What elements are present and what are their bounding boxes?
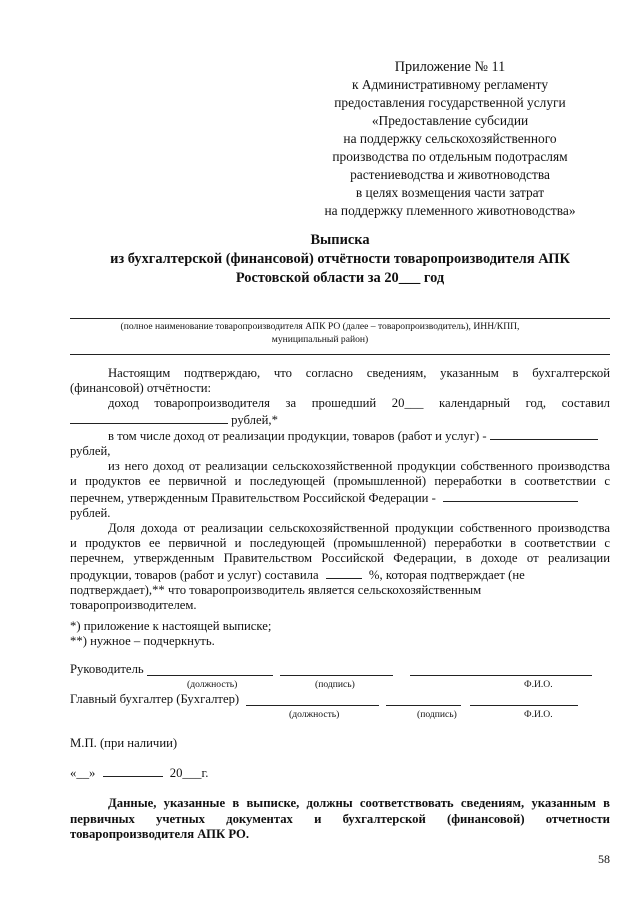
annex-line: производства по отдельным подотраслям — [332, 149, 568, 164]
annex-line: предоставления государственной услуги — [334, 95, 566, 110]
accountant-label: Главный бухгалтер (Бухгалтер) — [70, 692, 240, 706]
paragraph-line: подтверждает),** что товаропроизводитель является сельскохозяйственным — [70, 582, 482, 597]
body-text — [70, 366, 610, 613]
caption-line: муниципальный район) — [271, 334, 369, 345]
company-field-line[interactable] — [70, 354, 610, 355]
sales-income-field[interactable] — [490, 428, 598, 440]
footnote-attachment: *) приложение к настоящей выписке; — [70, 619, 272, 633]
paragraph-line: доход товаропроизводителя за прошедший 20___ календарный год, составил — [108, 396, 610, 411]
date-month-field[interactable] — [103, 765, 163, 777]
paragraph-line: из него доход от реализации сельскохозяйственной продукции собственного производства — [108, 459, 610, 474]
paragraph-line: рублей. — [70, 505, 111, 520]
paragraph-line: Доля дохода от реализации сельскохозяйственной продукции собственного производства — [108, 521, 610, 536]
accountant-fio-field[interactable] — [470, 705, 578, 706]
annex-line: к Административному регламенту — [351, 77, 549, 92]
accountant-position-caption: (должность) — [289, 709, 340, 720]
closing-note-line: товаропроизводителя АПК РО. — [70, 827, 250, 841]
page-number: 58 — [598, 852, 610, 866]
head-signature-field[interactable] — [280, 675, 393, 676]
head-signature-caption: (подпись) — [315, 679, 355, 690]
paragraph-line: рублей, — [70, 444, 111, 459]
annex-line: Приложение № 11 — [394, 59, 506, 75]
accountant-fio-caption: Ф.И.О. — [524, 709, 553, 720]
document-subtitle-region: Ростовской области за 20___ год — [235, 270, 445, 286]
paragraph-line: (финансовой) отчётности: — [70, 381, 212, 396]
company-name-field[interactable] — [70, 318, 610, 319]
share-percent-field[interactable] — [326, 567, 362, 579]
stamp-label: М.П. (при наличии) — [70, 736, 178, 750]
head-position-field[interactable] — [147, 675, 273, 676]
paragraph-line: %, которая подтверждает (не — [368, 567, 525, 582]
document-subtitle: из бухгалтерской (финансовой) отчётности товаропроизводителя АПК — [110, 251, 570, 267]
annex-line: растениеводства и животноводства — [350, 167, 550, 182]
paragraph-line: товаропроизводителем. — [70, 598, 197, 613]
paragraph-line: и продуктов ее первичной и последующей (промышленной) переработки в соответствии с — [70, 474, 610, 489]
head-label: Руководитель — [70, 662, 144, 676]
closing-note-line: первичных учетных документах и бухгалтерской (финансовой) отчетности — [70, 811, 610, 826]
annex-header — [290, 58, 610, 220]
total-income-field[interactable] — [70, 412, 228, 424]
date-day[interactable]: «__» — [70, 766, 96, 780]
accountant-signature-field[interactable] — [386, 705, 461, 706]
paragraph-line: Настоящим подтверждаю, что согласно сведениям, указанным в бухгалтерской — [108, 366, 610, 380]
head-fio-caption: Ф.И.О. — [524, 679, 553, 690]
closing-note — [70, 796, 610, 843]
document-title: Выписка — [310, 232, 370, 248]
annex-line: на поддержку племенного животноводства» — [324, 203, 576, 218]
agri-income-field[interactable] — [443, 490, 578, 502]
annex-line: «Предоставление субсидии — [371, 113, 529, 128]
footnote-underline: **) нужное – подчеркнуть. — [70, 634, 215, 648]
closing-note-line: Данные, указанные в выписке, должны соответствовать сведениям, указанным в — [108, 796, 610, 810]
accountant-position-field[interactable] — [246, 705, 379, 706]
annex-line: на поддержку сельскохозяйственного — [343, 131, 557, 146]
annex-line: в целях возмещения части затрат — [355, 185, 545, 200]
head-position-caption: (должность) — [187, 679, 238, 690]
paragraph-line: перечнем, утвержденным Правительством Российской Федерации, в доходе от реализации — [70, 551, 610, 566]
accountant-signature-caption: (подпись) — [417, 709, 457, 720]
date-year[interactable]: 20___г. — [169, 766, 209, 780]
paragraph-line: продукции, товаров (работ и услуг) составила — [70, 567, 319, 582]
paragraph-line: и продуктов ее первичной и последующей (промышленной) переработки в соответствии с — [70, 536, 610, 551]
caption-line: (полное наименование товаропроизводителя АПК РО (далее – товаропроизводитель), ИНН/КПП, — [120, 321, 520, 332]
paragraph-line: перечнем, утвержденным Правительством Российской Федерации - — [70, 490, 436, 505]
date-line — [70, 765, 208, 781]
head-fio-field[interactable] — [410, 675, 592, 676]
paragraph-line: в том числе доход от реализации продукции, товаров (работ и услуг) - — [108, 428, 487, 443]
paragraph-line: рублей,* — [231, 412, 278, 427]
company-caption — [110, 320, 530, 346]
